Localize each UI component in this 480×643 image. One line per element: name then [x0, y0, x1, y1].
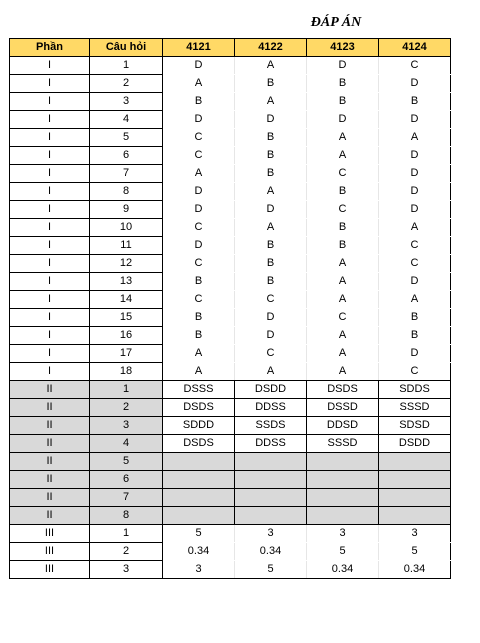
answer-cell	[379, 453, 451, 471]
answer-cell: D	[163, 183, 235, 201]
table-row	[10, 57, 451, 75]
question-cell: 1	[90, 381, 163, 399]
answer-cell: A	[235, 93, 307, 111]
answer-cell: SDDS	[379, 381, 451, 399]
answer-cell: B	[235, 147, 307, 165]
question-cell: 14	[90, 291, 163, 309]
answer-cell: A	[235, 219, 307, 237]
question-cell: 3	[90, 561, 163, 579]
question-cell: 3	[90, 417, 163, 435]
part-cell: I	[10, 291, 90, 309]
answer-cell: 0.34	[235, 543, 307, 561]
answer-cell: B	[307, 219, 379, 237]
answer-cell: A	[307, 327, 379, 345]
answer-cell: D	[379, 75, 451, 93]
table-row	[10, 147, 451, 165]
header-code-4121: 4121	[163, 39, 235, 57]
header-code-4124: 4124	[379, 39, 451, 57]
answer-cell: D	[235, 201, 307, 219]
answer-cell: B	[235, 255, 307, 273]
answer-cell: B	[235, 165, 307, 183]
answer-cell: D	[379, 147, 451, 165]
header-question: Câu hỏi	[90, 39, 163, 57]
table-row	[10, 417, 451, 435]
answer-cell: A	[379, 291, 451, 309]
answer-cell: 5	[235, 561, 307, 579]
answer-cell: B	[379, 93, 451, 111]
answer-cell: D	[163, 57, 235, 75]
table-row	[10, 219, 451, 237]
answer-cell	[163, 507, 235, 525]
table-row	[10, 75, 451, 93]
table-row	[10, 129, 451, 147]
question-cell: 8	[90, 507, 163, 525]
answer-cell: C	[307, 309, 379, 327]
question-cell: 7	[90, 165, 163, 183]
answer-cell: DSDD	[235, 381, 307, 399]
question-cell: 6	[90, 147, 163, 165]
answer-cell: B	[307, 183, 379, 201]
answer-cell: A	[307, 345, 379, 363]
answer-cell: A	[307, 255, 379, 273]
part-cell: III	[10, 561, 90, 579]
answer-cell	[379, 489, 451, 507]
answer-cell: A	[307, 363, 379, 381]
question-cell: 1	[90, 525, 163, 543]
table-row	[10, 453, 451, 471]
answer-cell: 3	[235, 525, 307, 543]
answer-cell: C	[307, 201, 379, 219]
part-cell: I	[10, 111, 90, 129]
answer-cell: DSDD	[379, 435, 451, 453]
answer-cell: C	[163, 255, 235, 273]
question-cell: 10	[90, 219, 163, 237]
part-cell: I	[10, 363, 90, 381]
answer-cell: D	[379, 201, 451, 219]
part-cell: I	[10, 183, 90, 201]
answer-cell: A	[307, 147, 379, 165]
answer-cell	[307, 471, 379, 489]
answer-cell: B	[307, 93, 379, 111]
answer-cell	[163, 453, 235, 471]
question-cell: 5	[90, 129, 163, 147]
answer-cell: C	[163, 147, 235, 165]
answer-cell: B	[379, 309, 451, 327]
answer-cell: C	[379, 255, 451, 273]
part-cell: II	[10, 507, 90, 525]
part-cell: I	[10, 273, 90, 291]
answer-cell: D	[163, 201, 235, 219]
answer-cell: A	[235, 183, 307, 201]
table-row	[10, 507, 451, 525]
answer-cell: SDSD	[379, 417, 451, 435]
answer-cell: C	[163, 219, 235, 237]
answer-cell	[379, 507, 451, 525]
question-cell: 2	[90, 543, 163, 561]
answer-cell: 5	[163, 525, 235, 543]
answer-cell: D	[163, 111, 235, 129]
answer-cell: D	[235, 111, 307, 129]
answer-cell: B	[235, 129, 307, 147]
part-cell: I	[10, 93, 90, 111]
answer-cell: A	[163, 363, 235, 381]
answer-cell: 3	[379, 525, 451, 543]
table-row	[10, 201, 451, 219]
answer-cell: DSSD	[307, 399, 379, 417]
answer-cell: D	[307, 111, 379, 129]
answer-cell: A	[163, 165, 235, 183]
answer-cell: B	[163, 273, 235, 291]
part-cell: I	[10, 327, 90, 345]
table-row	[10, 165, 451, 183]
table-row	[10, 489, 451, 507]
table-row	[10, 93, 451, 111]
answer-cell: SSSD	[379, 399, 451, 417]
answer-cell: A	[307, 291, 379, 309]
answer-cell: DSDS	[163, 399, 235, 417]
answer-cell: D	[307, 57, 379, 75]
answer-cell: A	[307, 129, 379, 147]
answer-cell: 0.34	[307, 561, 379, 579]
answer-cell	[235, 489, 307, 507]
header-part: Phần	[10, 39, 90, 57]
part-cell: I	[10, 255, 90, 273]
answer-cell: 3	[163, 561, 235, 579]
answer-cell: D	[379, 165, 451, 183]
question-cell: 9	[90, 201, 163, 219]
part-cell: I	[10, 165, 90, 183]
answer-rows	[10, 57, 451, 579]
answer-cell	[379, 471, 451, 489]
table-row	[10, 237, 451, 255]
answer-cell	[307, 507, 379, 525]
answer-cell: C	[307, 165, 379, 183]
question-cell: 17	[90, 345, 163, 363]
question-cell: 8	[90, 183, 163, 201]
answer-cell	[307, 489, 379, 507]
part-cell: II	[10, 435, 90, 453]
answer-cell: C	[379, 363, 451, 381]
answer-cell: C	[235, 345, 307, 363]
part-cell: II	[10, 417, 90, 435]
part-cell: II	[10, 381, 90, 399]
answer-cell: D	[235, 327, 307, 345]
answer-cell	[235, 453, 307, 471]
table-row	[10, 471, 451, 489]
header-code-4123: 4123	[307, 39, 379, 57]
answer-cell: D	[235, 309, 307, 327]
question-cell: 12	[90, 255, 163, 273]
answer-cell: A	[379, 129, 451, 147]
question-cell: 7	[90, 489, 163, 507]
header-code-4122: 4122	[235, 39, 307, 57]
question-cell: 2	[90, 75, 163, 93]
answer-cell: SSDS	[235, 417, 307, 435]
part-cell: I	[10, 147, 90, 165]
table-row	[10, 327, 451, 345]
answer-cell: C	[163, 291, 235, 309]
answer-cell: B	[307, 75, 379, 93]
answer-cell: D	[379, 111, 451, 129]
answer-cell	[235, 507, 307, 525]
question-cell: 1	[90, 57, 163, 75]
table-row	[10, 255, 451, 273]
answer-cell: DDSS	[235, 399, 307, 417]
question-cell: 3	[90, 93, 163, 111]
answer-cell: A	[163, 345, 235, 363]
question-cell: 16	[90, 327, 163, 345]
answer-cell: B	[307, 237, 379, 255]
answer-cell	[235, 471, 307, 489]
answer-cell: 0.34	[379, 561, 451, 579]
question-cell: 6	[90, 471, 163, 489]
question-cell: 15	[90, 309, 163, 327]
answer-cell: B	[163, 93, 235, 111]
answer-cell: C	[379, 237, 451, 255]
answer-cell: D	[379, 345, 451, 363]
table-row	[10, 399, 451, 417]
answer-cell: D	[379, 183, 451, 201]
table-row	[10, 435, 451, 453]
table-row	[10, 381, 451, 399]
answer-cell: SDDD	[163, 417, 235, 435]
table-row	[10, 183, 451, 201]
table-row	[10, 111, 451, 129]
part-cell: II	[10, 453, 90, 471]
table-row	[10, 543, 451, 561]
part-cell: I	[10, 237, 90, 255]
question-cell: 11	[90, 237, 163, 255]
part-cell: I	[10, 219, 90, 237]
answer-cell: DSDS	[307, 381, 379, 399]
answer-cell: B	[235, 237, 307, 255]
table-row	[10, 309, 451, 327]
header-row	[10, 39, 451, 57]
table-row	[10, 525, 451, 543]
answer-cell: B	[163, 327, 235, 345]
part-cell: I	[10, 75, 90, 93]
answer-cell: SSSD	[307, 435, 379, 453]
answer-key-table	[9, 38, 451, 579]
answer-cell	[307, 453, 379, 471]
answer-cell: 5	[379, 543, 451, 561]
answer-cell: B	[379, 327, 451, 345]
answer-key-title: ĐÁP ÁN	[310, 15, 362, 30]
answer-cell: A	[235, 363, 307, 381]
table-row	[10, 363, 451, 381]
answer-cell	[163, 471, 235, 489]
part-cell: I	[10, 309, 90, 327]
answer-cell	[163, 489, 235, 507]
question-cell: 4	[90, 435, 163, 453]
answer-cell: B	[235, 75, 307, 93]
part-cell: II	[10, 471, 90, 489]
part-cell: II	[10, 489, 90, 507]
table-row	[10, 561, 451, 579]
answer-cell: D	[379, 273, 451, 291]
answer-cell: C	[379, 57, 451, 75]
answer-cell: DSSS	[163, 381, 235, 399]
question-cell: 5	[90, 453, 163, 471]
table-row	[10, 273, 451, 291]
table-row	[10, 291, 451, 309]
part-cell: III	[10, 543, 90, 561]
answer-cell: DDSD	[307, 417, 379, 435]
question-cell: 2	[90, 399, 163, 417]
answer-cell: A	[379, 219, 451, 237]
answer-cell: B	[235, 273, 307, 291]
answer-cell: A	[307, 273, 379, 291]
part-cell: I	[10, 345, 90, 363]
question-cell: 18	[90, 363, 163, 381]
part-cell: II	[10, 399, 90, 417]
answer-cell: 0.34	[163, 543, 235, 561]
answer-cell: DSDS	[163, 435, 235, 453]
answer-cell: C	[163, 129, 235, 147]
part-cell: I	[10, 201, 90, 219]
part-cell: I	[10, 129, 90, 147]
table-row	[10, 345, 451, 363]
answer-cell: A	[163, 75, 235, 93]
answer-cell: DDSS	[235, 435, 307, 453]
answer-cell: C	[235, 291, 307, 309]
part-cell: III	[10, 525, 90, 543]
question-cell: 4	[90, 111, 163, 129]
answer-cell: 5	[307, 543, 379, 561]
part-cell: I	[10, 57, 90, 75]
answer-cell: D	[163, 237, 235, 255]
answer-cell: A	[235, 57, 307, 75]
answer-cell: B	[163, 309, 235, 327]
question-cell: 13	[90, 273, 163, 291]
answer-cell: 3	[307, 525, 379, 543]
